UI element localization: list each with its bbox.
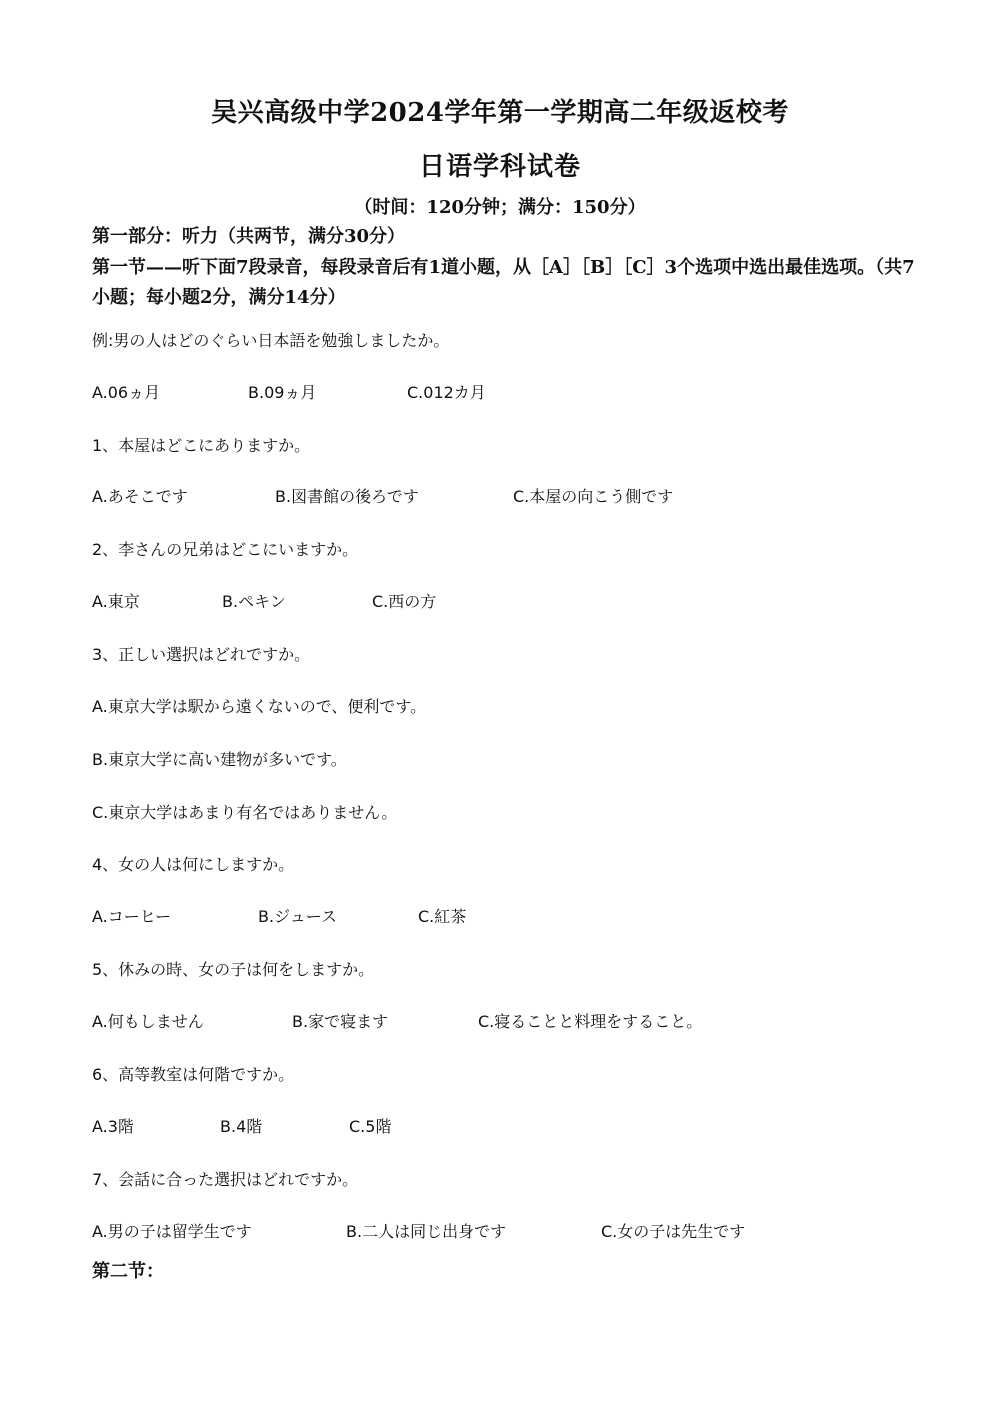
question-3: 3、正しい選択はどれですか。: [92, 645, 311, 664]
question-6-option-a: A.3階: [92, 1117, 134, 1136]
question-6-option-b: B.4階: [220, 1117, 263, 1136]
question-6-option-c: C.5階: [349, 1117, 392, 1136]
question-2-option-c: C.西の方: [372, 592, 437, 611]
question-5: 5、休みの時、女の子は何をしますか。: [92, 960, 375, 979]
exam-time-score: （时间：120分钟；满分：150分）: [354, 197, 646, 218]
question-2: 2、李さんの兄弟はどこにいますか。: [92, 540, 359, 559]
part1-heading: 第一部分：听力（共两节，满分30分）: [92, 226, 406, 247]
question-3-option-c: C.東京大学はあまり有名ではありません。: [92, 803, 398, 822]
question-4-option-b: B.ジュース: [258, 907, 337, 926]
example-option-a: A.06ヵ月: [92, 383, 161, 402]
question-7: 7、会話に合った選択はどれですか。: [92, 1170, 359, 1189]
question-6: 6、高等教室は何階ですか。: [92, 1065, 295, 1084]
question-1: 1、本屋はどこにありますか。: [92, 436, 311, 455]
question-2-option-b: B.ペキン: [222, 592, 286, 611]
question-7-option-c: C.女の子は先生です: [601, 1222, 746, 1241]
question-4-option-c: C.紅茶: [418, 907, 467, 926]
question-2-option-a: A.東京: [92, 592, 140, 611]
exam-subject-title: 日语学科试卷: [418, 152, 581, 182]
question-4: 4、女の人は何にしますか。: [92, 855, 295, 874]
question-1-option-c: C.本屋の向こう側です: [513, 487, 674, 506]
question-7-option-a: A.男の子は留学生です: [92, 1222, 252, 1241]
example-question: 例:男の人はどのぐらい日本語を勉強しましたか。: [92, 331, 450, 350]
section1-instruction: 第一节——听下面7段录音，每段录音后有1道小题，从［A］［B］［C］3个选项中选出最佳选项。（共7小题；每小题2分，满分14分）: [92, 257, 915, 308]
question-3-option-b: B.東京大学に高い建物が多いです。: [92, 750, 347, 769]
exam-title: 吴兴高级中学2024学年第一学期高二年级返校考: [211, 98, 789, 128]
question-4-option-a: A.コーヒー: [92, 907, 172, 926]
question-1-option-b: B.図書館の後ろです: [275, 487, 419, 506]
question-5-option-a: A.何もしません: [92, 1012, 204, 1031]
section2-heading: 第二节：: [92, 1261, 164, 1282]
example-option-b: B.09ヵ月: [248, 383, 317, 402]
question-3-option-a: A.東京大学は駅から遠くないので、便利です。: [92, 697, 427, 716]
question-1-option-a: A.あそこです: [92, 487, 188, 506]
question-7-option-b: B.二人は同じ出身です: [346, 1222, 507, 1241]
question-5-option-b: B.家で寝ます: [292, 1012, 389, 1031]
question-5-option-c: C.寝ることと料理をすること。: [478, 1012, 703, 1031]
example-option-c: C.012カ月: [407, 383, 486, 402]
